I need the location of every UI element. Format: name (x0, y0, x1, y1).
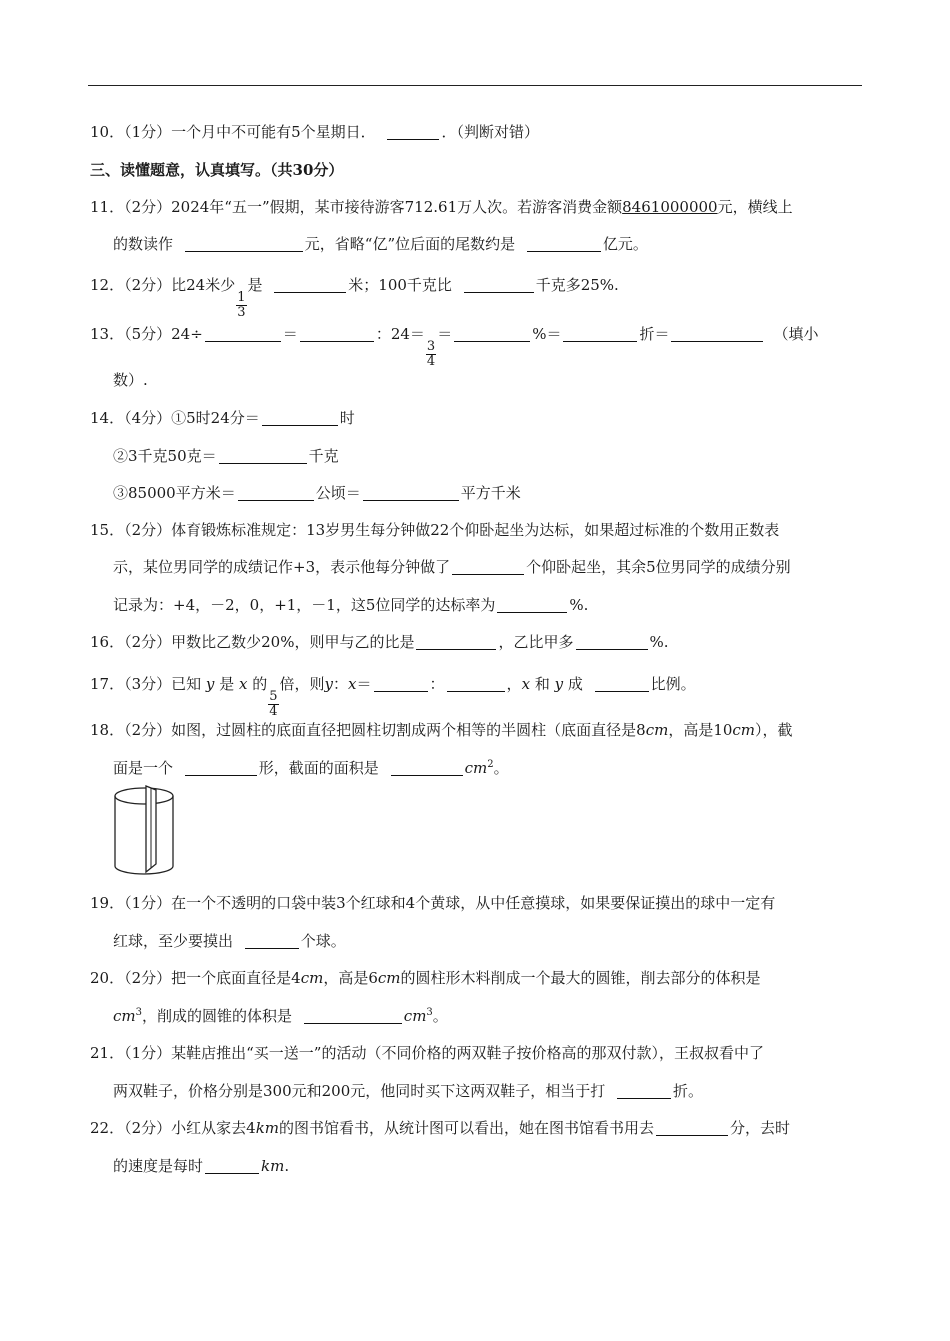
answer-blank[interactable] (671, 325, 763, 342)
answer-blank[interactable] (245, 932, 299, 949)
answer-blank[interactable] (447, 675, 505, 692)
answer-blank[interactable] (454, 325, 530, 342)
answer-blank[interactable] (262, 409, 338, 426)
question-21-cont: 两双鞋子，价格分别是300元和200元，他同时买下这两双鞋子，相当于打 折。 (113, 1082, 704, 1100)
answer-blank[interactable] (617, 1082, 671, 1099)
answer-blank[interactable] (300, 325, 374, 342)
question-11: 11．（2分）2024年“五一”假期，某市接待游客712.61万人次。若游客消费金额8461000000元，横线上 (90, 198, 793, 216)
question-16: 16．（2分）甲数比乙数少20%，则甲与乙的比是 ，乙比甲多 %. (90, 633, 669, 651)
answer-blank[interactable] (464, 276, 534, 293)
question-15-cont: 示，某位男同学的成绩记作+3，表示他每分钟做了 个仰卧起坐，其余5位男同学的成绩分别 (113, 558, 791, 576)
question-19: 19．（1分）在一个不透明的口袋中装3个红球和4个黄球，从中任意摸球，如果要保证摸出的球中一定有 (90, 894, 776, 912)
underlined-number: 8461000000 (622, 198, 718, 216)
question-18-cont: 面是一个 形，截面的面积是 $cm^2$。 (113, 759, 509, 777)
header-rule (88, 85, 862, 86)
answer-blank[interactable] (497, 596, 567, 613)
question-13: 13．（5分）24÷ ＝ ：24＝ $\frac{3}{4}$ ＝ %＝ 折＝ （填小 (90, 325, 819, 369)
answer-blank[interactable] (374, 675, 428, 692)
question-15-cont2: 记录为：+4，－2，0，+1，－1，这5位同学的达标率为 %. (113, 596, 589, 614)
answer-blank[interactable] (576, 633, 648, 650)
answer-blank[interactable] (185, 235, 303, 252)
answer-blank[interactable] (185, 759, 257, 776)
question-20: 20．（2分）把一个底面直径是4cm，高是6cm的圆柱形木料削成一个最大的圆锥，削去部分的体积是 (90, 969, 761, 987)
question-18: 18．（2分）如图，过圆柱的底面直径把圆柱切割成两个相等的半圆柱（底面直径是8cm，高是10cm），截 (90, 721, 793, 739)
answer-blank[interactable] (656, 1119, 728, 1136)
question-22: 22．（2分）小红从家去4km的图书馆看书，从统计图可以看出，她在图书馆看书用去 分，去时 (90, 1119, 791, 1137)
question-19-cont: 红球，至少要摸出 个球。 (113, 932, 346, 950)
question-22-cont: 的速度是每时 km. (113, 1157, 290, 1175)
answer-blank[interactable] (387, 123, 439, 140)
answer-blank[interactable] (205, 325, 281, 342)
cut-cylinder-figure (110, 784, 182, 876)
question-20-cont: $cm^3$，削成的圆锥的体积是 $cm^3$。 (113, 1007, 448, 1025)
answer-blank[interactable] (238, 484, 314, 501)
question-14-part2: ②3千克50克＝ 千克 (113, 447, 339, 465)
answer-blank[interactable] (274, 276, 346, 293)
answer-blank[interactable] (219, 447, 307, 464)
fraction: $\frac{5}{4}$ (269, 689, 278, 719)
fraction: $\frac{3}{4}$ (426, 339, 436, 369)
answer-blank[interactable] (205, 1157, 259, 1174)
fraction: $\frac{1}{3}$ (237, 290, 246, 320)
question-21: 21．（1分）某鞋店推出“买一送一”的活动（不同价格的两双鞋子按价格高的那双付款），王叔叔看中了 (90, 1044, 764, 1062)
answer-blank[interactable] (527, 235, 601, 252)
section-heading: 三、读懂题意，认真填写。（共30分） (90, 161, 344, 179)
answer-blank[interactable] (595, 675, 649, 692)
answer-blank[interactable] (452, 558, 524, 575)
question-10: 10．（1分）一个月中不可能有5个星期日． ．（判断对错） (90, 123, 539, 141)
answer-blank[interactable] (304, 1007, 402, 1024)
answer-blank[interactable] (363, 484, 459, 501)
answer-blank[interactable] (391, 759, 463, 776)
question-14: 14．（4分）①5时24分＝ 时 (90, 409, 355, 427)
question-14-part3: ③85000平方米＝ 公顷＝ 平方千米 (113, 484, 521, 502)
question-13-cont: 数）. (113, 371, 148, 389)
question-17: 17．（3分）已知 y 是 x 的 $\frac{5}{4}$ 倍，则y：x＝ ： ，x 和 y 成 比例。 (90, 675, 696, 719)
question-12: 12．（2分）比24米少 $\frac{1}{3}$ 是 米；100千克比 千克多25%. (90, 276, 619, 320)
answer-blank[interactable] (416, 633, 496, 650)
question-11-cont: 的数读作 元，省略“亿”位后面的尾数约是 亿元。 (113, 235, 648, 253)
question-15: 15．（2分）体育锻炼标准规定：13岁男生每分钟做22个仰卧起坐为达标，如果超过标准的个数用正数表 (90, 521, 780, 539)
answer-blank[interactable] (563, 325, 637, 342)
